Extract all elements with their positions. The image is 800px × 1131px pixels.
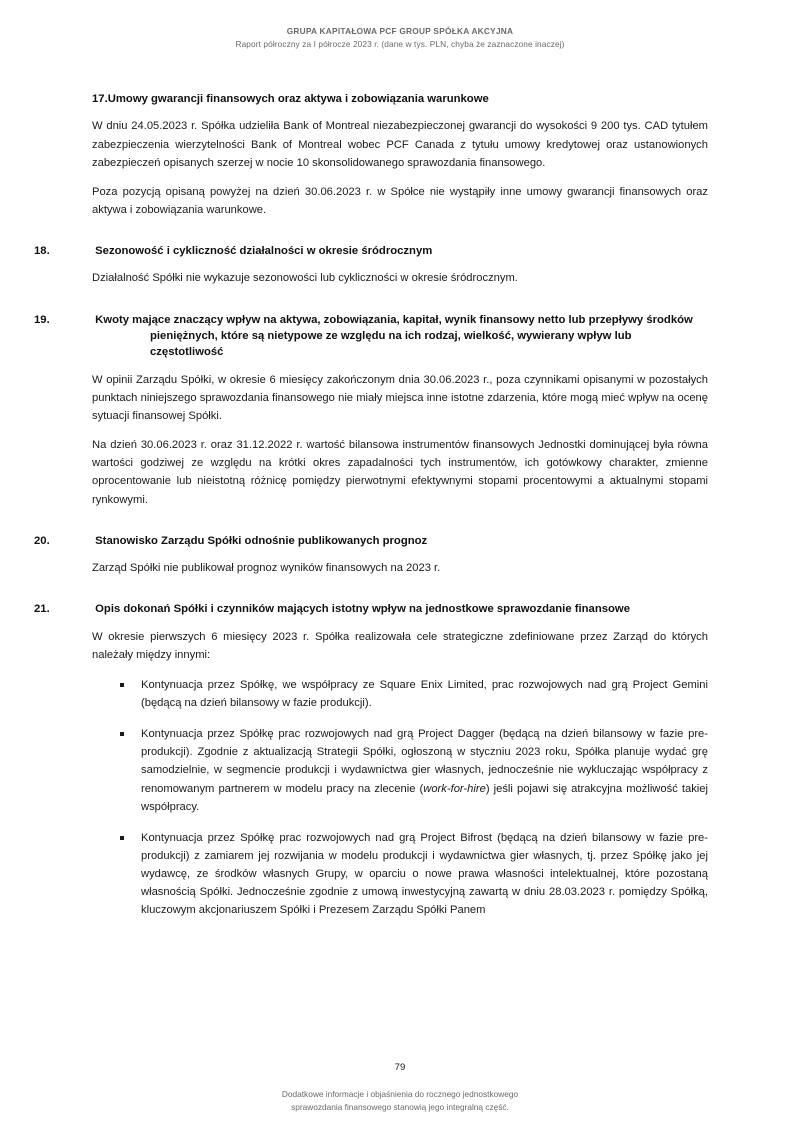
document-footer: [0, 1088, 800, 1113]
list-item: [92, 829, 708, 920]
section-19: [34, 312, 708, 509]
list-item-text: Kontynuacja przez Spółkę prac rozwojowych nad grą Project Dagger (będącą na dzień bilansowy w fazie pre-produkcji). Zgodnie z aktualizacją Strategii Spółki, ogłoszoną w styczniu 2023 roku, Spółka planuje wydać grę samodzielnie, w segmencie produkcji i wydawnictwa gier własnych, jednocześnie nie wykluczając współpracy z renomowanym partnerem w modelu pracy na zlecenie (: [141, 728, 708, 795]
section-19-heading: 19. Kwoty mające znaczący wpływ na aktywa, zobowiązania, kapitał, wynik finansowy netto lub przepływy środków pieniężnych, które są nietypowe ze względu na ich rodzaj, wielkość, wywierany wpływ lub częstotliwość: [34, 313, 693, 359]
page-number: 79: [394, 1062, 406, 1073]
document-header: [92, 26, 708, 49]
header-subtitle: Raport półroczny za I półrocze 2023 r. (dane w tys. PLN, chyba że zaznaczone inaczej): [235, 39, 565, 49]
footer-note-line-2: sprawozdania finansowego stanowią jego integralną część.: [291, 1101, 509, 1112]
section-19-paragraph-2: Na dzień 30.06.2023 r. oraz 31.12.2022 r. wartość bilansowa instrumentów finansowych Jednostki dominującej była równa wartości godziwej ze względu na krótki okres zapadalności tych instrumentów, ich gotówkowy charakter, zmienne oprocentowanie lub nieistotną różnicę pomiędzy pierwotnymi efektywnymi stopami procentowymi a aktualnymi stopami rynkowymi.: [92, 439, 708, 506]
list-item-text: Kontynuacja przez Spółkę prac rozwojowych nad grą Project Bifrost (będącą na dzień bilansowy w fazie pre-produkcji) z zamiarem jej rozwijania w modelu produkcji i wydawnictwa gier własnych, tj. przez Spółkę jako jej wydawcę, ze środków własnych Grupy, w oparciu o nowe prawa własności intelektualnej, które pozostaną własnością Spółki. Jednocześnie zgodnie z umową inwestycyjną zawartą w dniu 28.03.2023 r. pomiędzy Spółką, kluczowym akcjonariuszem Spółki i Prezesem Zarządu Spółki Panem: [141, 831, 708, 917]
section-20-paragraph-1: Zarząd Spółki nie publikował prognoz wyników finansowych na 2023 r.: [92, 562, 441, 575]
section-18: [34, 243, 708, 288]
section-17-paragraph-1: W dniu 24.05.2023 r. Spółka udzieliła Bank of Montreal niezabezpieczonej gwarancji do wysokości 9 200 tys. CAD tytułem zabezpieczenia wierzytelności Bank of Montreal wobec PCF Canada z tytułu umowy kredytowej oraz ustanowionych zabezpieczeń opisanych szerzej w nocie 10 skonsolidowanego sprawozdania finansowego.: [92, 120, 708, 169]
section-19-paragraph-1: W opinii Zarządu Spółki, w okresie 6 miesięcy zakończonym dnia 30.06.2023 r., poza czynnikami opisanymi w pozostałych punktach niniejszego sprawozdania finansowego nie miały miejsca inne istotne zdarzenia, które mogą mieć wpływ na ocenę sytuacji finansowej Spółki.: [92, 373, 708, 422]
achievements-list: [92, 676, 708, 920]
section-17-number: 17.: [92, 93, 108, 105]
spacer: [92, 577, 708, 601]
list-item-emphasis: work-for-hire: [423, 782, 486, 795]
section-21-title: Opis dokonań Spółki i czynników mających istotny wpływ na jednostkowe sprawozdanie finansowe: [95, 603, 630, 616]
header-company-name: GRUPA KAPITAŁOWA PCF GROUP SPÓŁKA AKCYJNA: [286, 26, 514, 36]
section-20-title: Stanowisko Zarządu Spółki odnośnie publikowanych prognoz: [95, 534, 428, 547]
list-item-text: Kontynuacja przez Spółkę, we współpracy ze Square Enix Limited, prac rozwojowych nad grą Project Gemini (będącą na dzień bilansowy w fazie produkcji).: [141, 678, 708, 710]
section-21: [34, 601, 708, 919]
section-21-paragraph-1: W okresie pierwszych 6 miesięcy 2023 r. Spółka realizowała cele strategiczne zdefiniowane przez Zarząd do których należały między innymi:: [92, 630, 708, 661]
section-17-title: Umowy gwarancji finansowych oraz aktywa i zobowiązania warunkowe: [107, 93, 489, 105]
list-item-text-cont: ) jeśli pojawi się atrakcyjna możliwość takiej współpracy.: [141, 782, 708, 813]
list-item: [92, 676, 708, 712]
footer-note-line-1: Dodatkowe informacje i objaśnienia do rocznego jednostkowego: [281, 1089, 519, 1100]
section-20: [34, 533, 708, 578]
section-21-heading: 21. Opis dokonań Spółki i czynników mających istotny wpływ na jednostkowe sprawozdanie finansowe: [34, 603, 630, 616]
list-item: [92, 725, 708, 816]
section-18-paragraph-1: Działalność Spółki nie wykazuje sezonowości lub cykliczności w okresie śródrocznym.: [92, 272, 518, 285]
spacer: [92, 288, 708, 312]
spacer: [92, 219, 708, 243]
spacer: [92, 509, 708, 533]
section-18-heading: 18. Sezonowość i cykliczność działalności w okresie śródrocznym: [34, 245, 433, 258]
section-17: [92, 91, 708, 219]
section-18-title: Sezonowość i cykliczność działalności w okresie śródrocznym: [95, 245, 433, 258]
section-20-heading: 20. Stanowisko Zarządu Spółki odnośnie publikowanych prognoz: [34, 534, 428, 547]
section-17-paragraph-2: Poza pozycją opisaną powyżej na dzień 30.06.2023 r. w Spółce nie wystąpiły inne umowy gwarancji finansowych oraz aktywa i zobowiązania warunkowe.: [92, 185, 708, 216]
section-19-title: Kwoty mające znaczący wpływ na aktywa, zobowiązania, kapitał, wynik finansowy netto lub przepływy środków pieniężnych, które są nietypowe ze względu na ich rodzaj, wielkość, wywierany wpływ lub częstotliwość: [95, 313, 693, 359]
section-17-heading: [92, 91, 708, 107]
